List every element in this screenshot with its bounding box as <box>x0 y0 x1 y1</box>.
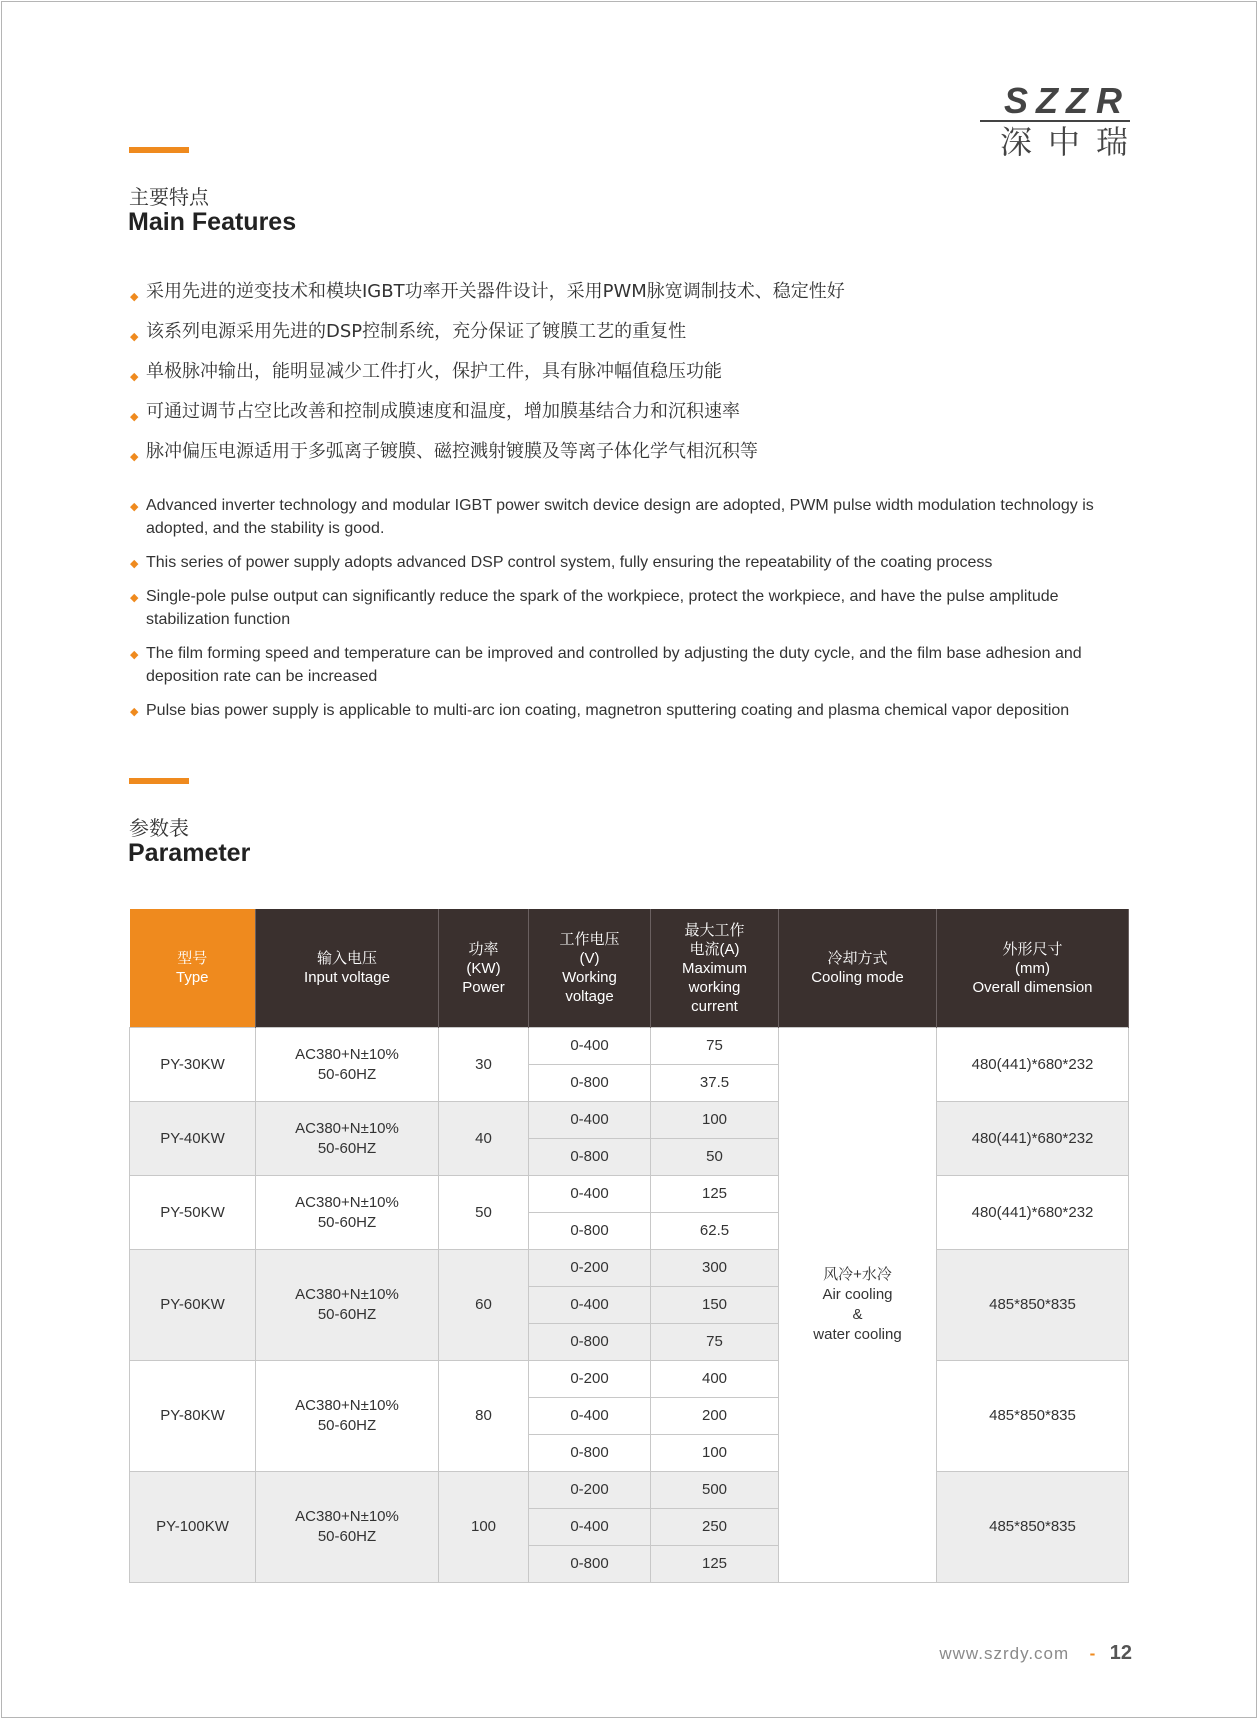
cell-working-voltage: 0-200 <box>529 1361 651 1398</box>
cell-max-current: 300 <box>651 1250 779 1287</box>
parameter-accent-bar <box>129 778 189 784</box>
cell-input-voltage: AC380+N±10% 50-60HZ <box>256 1176 439 1250</box>
cell-power: 60 <box>439 1250 529 1361</box>
table-row <box>130 1102 1129 1139</box>
footer-separator: - <box>1089 1644 1096 1663</box>
table-row <box>130 1028 1129 1065</box>
table-row <box>130 1472 1129 1509</box>
parameter-table <box>129 909 1129 1583</box>
footer-url[interactable]: www.szrdy.com <box>939 1644 1070 1663</box>
cell-input-voltage: AC380+N±10% 50-60HZ <box>256 1028 439 1102</box>
cell-working-voltage: 0-400 <box>529 1102 651 1139</box>
feature-item-cn: ◆ 脉冲偏压电源适用于多弧离子镀膜、磁控溅射镀膜及等离子体化学气相沉积等 <box>130 440 845 464</box>
diamond-bullet-icon: ◆ <box>130 706 139 718</box>
table-row <box>130 1176 1129 1213</box>
table-row <box>130 1250 1129 1287</box>
cell-type: PY-30KW <box>130 1028 256 1102</box>
cell-type: PY-60KW <box>130 1250 256 1361</box>
feature-item-cn: ◆ 单极脉冲输出，能明显减少工件打火，保护工件，具有脉冲幅值稳压功能 <box>130 360 845 384</box>
cell-max-current: 250 <box>651 1509 779 1546</box>
cell-max-current: 75 <box>651 1324 779 1361</box>
cell-dimension: 480(441)*680*232 <box>937 1102 1129 1176</box>
diamond-bullet-icon: ◆ <box>130 290 139 303</box>
features-title-cn: 主要特点 <box>129 185 209 209</box>
parameter-title-cn: 参数表 <box>129 816 189 840</box>
cell-dimension: 485*850*835 <box>937 1250 1129 1361</box>
feature-item-en: ◆ Single-pole pulse output can significantly reduce the spark of the workpiece, protect the workpiece, and have the pulse amplitude stabilization function <box>130 588 1059 628</box>
header-working-voltage: 工作电压 (V) Working voltage <box>529 909 651 1028</box>
logo-text-en: SZZR <box>980 84 1130 122</box>
cell-max-current: 500 <box>651 1472 779 1509</box>
table-row <box>130 1361 1129 1398</box>
cell-dimension: 485*850*835 <box>937 1361 1129 1472</box>
feature-item-en: ◆ This series of power supply adopts advanced DSP control system, fully ensuring the repeatability of the coating process <box>130 551 1110 574</box>
cell-working-voltage: 0-800 <box>529 1139 651 1176</box>
cell-cooling-mode: 风冷+水冷 Air cooling & water cooling <box>779 1028 937 1583</box>
cell-type: PY-100KW <box>130 1472 256 1583</box>
cell-input-voltage: AC380+N±10% 50-60HZ <box>256 1102 439 1176</box>
cell-dimension: 480(441)*680*232 <box>937 1028 1129 1102</box>
diamond-bullet-icon: ◆ <box>130 450 139 463</box>
cell-input-voltage: AC380+N±10% 50-60HZ <box>256 1472 439 1583</box>
header-type: 型号 Type <box>130 909 256 1028</box>
features-title-en: Main Features <box>128 208 297 236</box>
cell-working-voltage: 0-400 <box>529 1287 651 1324</box>
diamond-bullet-icon: ◆ <box>130 370 139 383</box>
cell-power: 100 <box>439 1472 529 1583</box>
header-input-voltage: 输入电压 Input voltage <box>256 909 439 1028</box>
cell-working-voltage: 0-800 <box>529 1065 651 1102</box>
cell-input-voltage: AC380+N±10% 50-60HZ <box>256 1361 439 1472</box>
cell-type: PY-80KW <box>130 1361 256 1472</box>
cell-working-voltage: 0-200 <box>529 1250 651 1287</box>
cell-working-voltage: 0-400 <box>529 1028 651 1065</box>
page-footer <box>939 1642 1132 1665</box>
diamond-bullet-icon: ◆ <box>130 649 139 661</box>
cell-max-current: 62.5 <box>651 1213 779 1250</box>
feature-item-en: ◆ Advanced inverter technology and modular IGBT power switch device design are adopted, PWM pulse width modulation technology is adopted, and the stability is good. <box>130 497 1094 537</box>
cell-working-voltage: 0-400 <box>529 1176 651 1213</box>
diamond-bullet-icon: ◆ <box>130 558 139 570</box>
cell-power: 40 <box>439 1102 529 1176</box>
diamond-bullet-icon: ◆ <box>130 410 139 423</box>
logo-text-cn: 深中瑞 <box>999 123 1144 161</box>
header-max-current: 最大工作 电流(A) Maximum working current <box>651 909 779 1028</box>
feature-item-cn: ◆ 该系列电源采用先进的DSP控制系统，充分保证了镀膜工艺的重复性 <box>130 320 845 344</box>
cell-type: PY-50KW <box>130 1176 256 1250</box>
cell-max-current: 150 <box>651 1287 779 1324</box>
header-power: 功率 (KW) Power <box>439 909 529 1028</box>
cell-dimension: 480(441)*680*232 <box>937 1176 1129 1250</box>
cell-max-current: 75 <box>651 1028 779 1065</box>
cell-type: PY-40KW <box>130 1102 256 1176</box>
features-accent-bar <box>129 147 189 153</box>
header-cooling: 冷却方式 Cooling mode <box>779 909 937 1028</box>
cell-max-current: 37.5 <box>651 1065 779 1102</box>
cell-max-current: 200 <box>651 1398 779 1435</box>
cell-max-current: 100 <box>651 1102 779 1139</box>
cell-working-voltage: 0-800 <box>529 1546 651 1583</box>
feature-item-en: ◆ The film forming speed and temperature can be improved and controlled by adjusting the duty cycle, and the film base adhesion and deposition rate can be increased <box>130 645 1082 685</box>
feature-item-cn: ◆ 采用先进的逆变技术和模块IGBT功率开关器件设计，采用PWM脉宽调制技术、稳定性好 <box>130 280 845 304</box>
cell-working-voltage: 0-400 <box>529 1509 651 1546</box>
feature-item-en: ◆ Pulse bias power supply is applicable to multi-arc ion coating, magnetron sputtering coating and plasma chemical vapor deposition <box>130 699 1110 722</box>
parameter-title-en: Parameter <box>128 839 251 867</box>
cell-power: 30 <box>439 1028 529 1102</box>
cell-working-voltage: 0-400 <box>529 1398 651 1435</box>
cell-working-voltage: 0-800 <box>529 1324 651 1361</box>
cell-working-voltage: 0-800 <box>529 1213 651 1250</box>
cell-power: 80 <box>439 1361 529 1472</box>
cell-max-current: 100 <box>651 1435 779 1472</box>
cell-dimension: 485*850*835 <box>937 1472 1129 1583</box>
cell-max-current: 50 <box>651 1139 779 1176</box>
feature-item-cn: ◆ 可通过调节占空比改善和控制成膜速度和温度，增加膜基结合力和沉积速率 <box>130 400 845 424</box>
diamond-bullet-icon: ◆ <box>130 501 139 513</box>
features-list-cn <box>130 280 845 480</box>
features-list-en <box>130 494 1110 733</box>
cell-power: 50 <box>439 1176 529 1250</box>
cell-working-voltage: 0-800 <box>529 1435 651 1472</box>
table-header-row <box>130 909 1129 1028</box>
cell-max-current: 125 <box>651 1546 779 1583</box>
brand-logo <box>980 80 1144 162</box>
cell-max-current: 125 <box>651 1176 779 1213</box>
cell-input-voltage: AC380+N±10% 50-60HZ <box>256 1250 439 1361</box>
cell-max-current: 400 <box>651 1361 779 1398</box>
diamond-bullet-icon: ◆ <box>130 592 139 604</box>
diamond-bullet-icon: ◆ <box>130 330 139 343</box>
cell-working-voltage: 0-200 <box>529 1472 651 1509</box>
header-dimension: 外形尺寸 (mm) Overall dimension <box>937 909 1129 1028</box>
page-number: 12 <box>1109 1642 1132 1664</box>
